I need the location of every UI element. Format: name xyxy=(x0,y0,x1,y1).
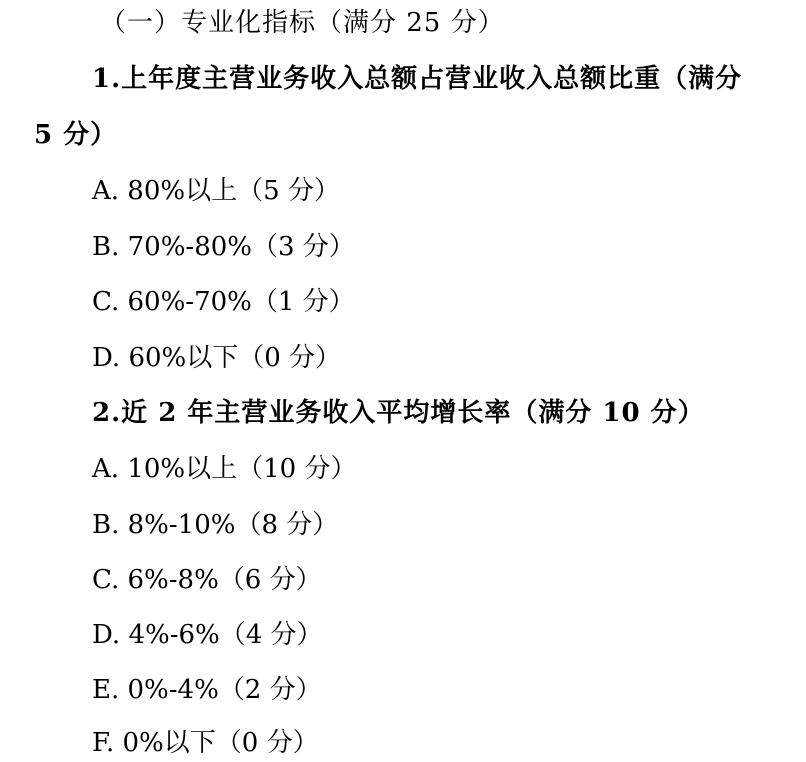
item-2-title: 2.近 2 年主营业务收入平均增长率（满分 10 分） xyxy=(92,398,705,428)
item-1-option-c: C. 60%-70%（1 分） xyxy=(92,287,355,317)
item-1-title-continuation: 5 分） xyxy=(34,120,118,150)
item-2-option-a: A. 10%以上（10 分） xyxy=(92,454,357,484)
item-2-option-d: D. 4%-6%（4 分） xyxy=(92,620,323,650)
item-1-title: 1.上年度主营业务收入总额占营业收入总额比重（满分 xyxy=(92,64,743,94)
section-heading: （一）专业化指标（满分 25 分） xyxy=(100,8,505,38)
item-1-option-d: D. 60%以下（0 分） xyxy=(92,343,342,373)
item-2-option-b: B. 8%-10%（8 分） xyxy=(92,510,339,540)
item-1-option-b: B. 70%-80%（3 分） xyxy=(92,232,355,262)
item-1-option-a: A. 80%以上（5 分） xyxy=(92,176,340,206)
item-2-option-f: F. 0%以下（0 分） xyxy=(92,728,319,758)
item-2-option-e: E. 0%-4%（2 分） xyxy=(92,675,322,705)
item-2-option-c: C. 6%-8%（6 分） xyxy=(92,565,322,595)
